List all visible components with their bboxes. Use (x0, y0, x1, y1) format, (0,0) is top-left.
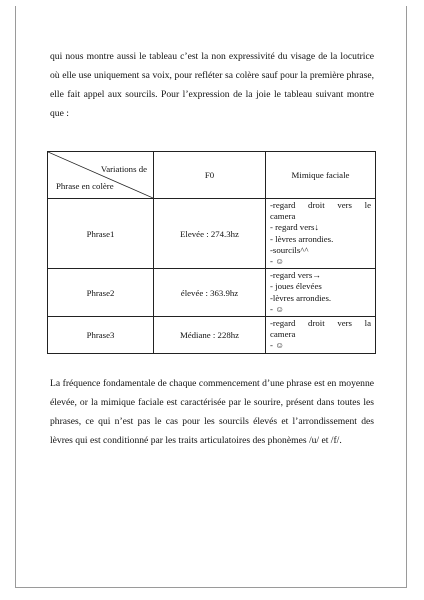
mimic-line: -regard vers→ (270, 270, 322, 281)
mimic-line: camera (270, 211, 296, 222)
mimic-line: - ☺ (270, 303, 285, 314)
phrase-cell: Phrase1 (48, 199, 154, 269)
header-f0: F0 (154, 152, 266, 199)
mimic-line: -regard droit vers le (270, 200, 371, 210)
mimic-line: - ☺ (270, 256, 285, 267)
mimic-line: - joues élevées (270, 281, 322, 292)
mimic-line: -regard droit vers la (270, 318, 371, 329)
results-table (47, 151, 376, 354)
mimic-line: - ☺ (270, 340, 285, 351)
f0-cell: Médiane : 228hz (154, 317, 266, 354)
f0-cell: Elevée : 274.3hz (154, 199, 266, 269)
mimic-cell (266, 269, 376, 317)
mimic-cell (266, 317, 376, 354)
header-variations-label: Variations de (100, 164, 147, 174)
mimic-line: - regard vers↓ (270, 222, 319, 233)
phrase-cell: Phrase2 (48, 269, 154, 317)
table-header-row (48, 152, 376, 199)
mimic-line: - lèvres arrondies. (270, 233, 334, 244)
mimic-line: camera (270, 329, 296, 340)
f0-cell: élevée : 363.9hz (154, 269, 266, 317)
table-row (48, 199, 376, 269)
phrase-cell: Phrase3 (48, 317, 154, 354)
diagonal-divider (48, 152, 153, 198)
mimic-cell (266, 199, 376, 269)
table-row (48, 317, 376, 354)
mimic-line: -lèvres arrondies. (270, 292, 332, 303)
diagonal-header-cell (48, 152, 154, 199)
table-row (48, 269, 376, 317)
mimic-line: -sourcils^^ (270, 244, 309, 255)
header-phrase-label: Phrase en colère (56, 181, 114, 191)
paragraph-top: qui nous montre aussi le tableau c’est la non expressivité du visage de la locutrice où elle use uniquement sa voix, pour refléter sa colère sauf pour la première phrase, elle fait appel aux sourcils. Pour l’expression de la joie le tableau suivant montre que : (50, 51, 374, 119)
header-mimic: Mimique faciale (266, 152, 376, 199)
paragraph-bottom: La fréquence fondamentale de chaque commencement d’une phrase est en moyenne élevée, or la mimique faciale est caractérisée par le sourire, présent dans toutes les phrases, ce qui n’est pas le cas pour les sourcils élevés et l’arrondissement des lèvres qui est conditionné par les traits articulatoires des phonèmes /u/ et /f/. (50, 378, 374, 446)
